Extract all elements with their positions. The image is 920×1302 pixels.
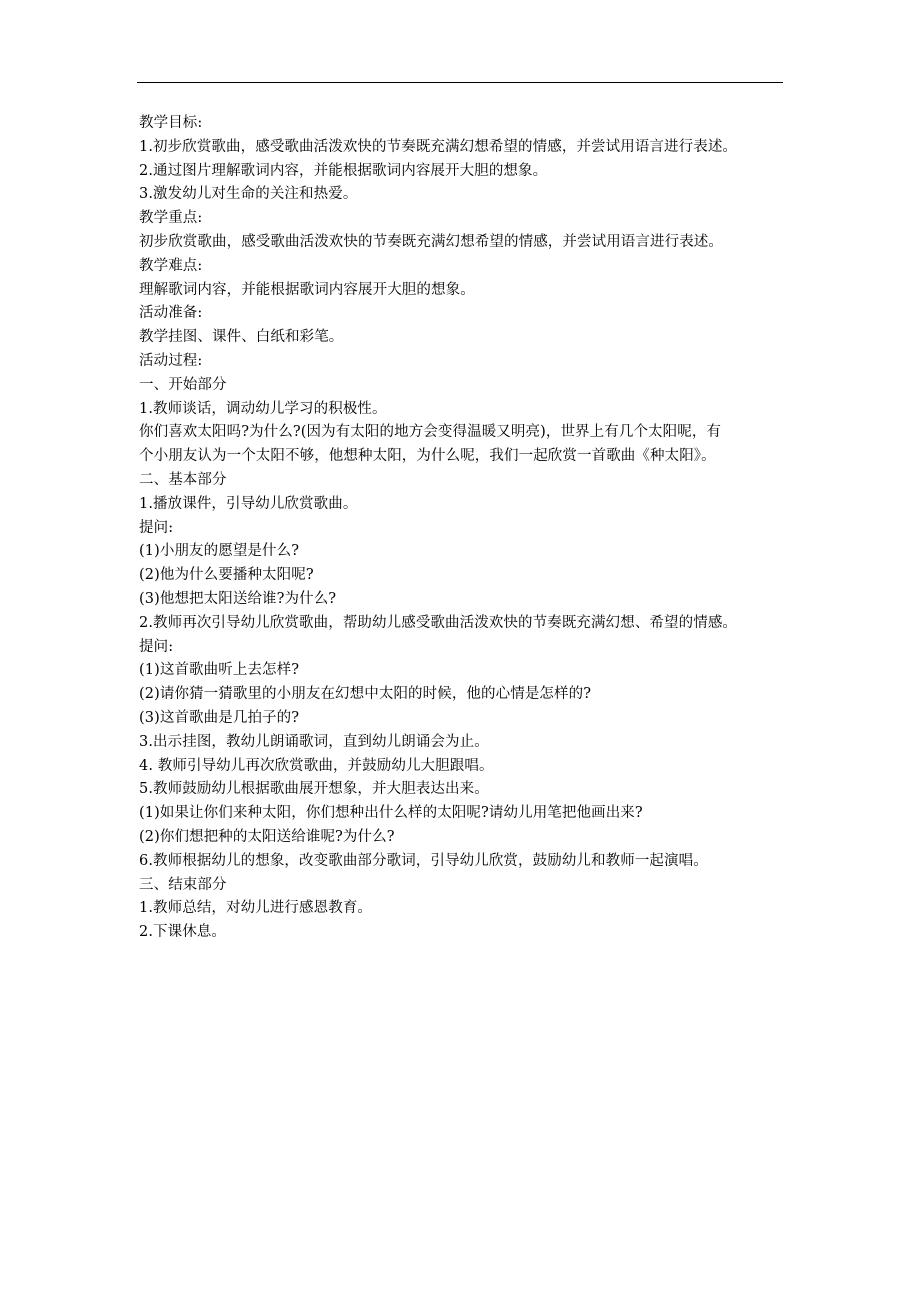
start-step-1: 1.教师谈话，调动幼儿学习的积极性。 <box>139 400 387 417</box>
basic-step-4: 4. 教师引导幼儿再次欣赏歌曲，并鼓励幼儿大胆跟唱。 <box>139 757 494 774</box>
header-rule <box>137 82 783 83</box>
basic-step-5: 5.教师鼓励幼儿根据歌曲展开想象，并大胆表达出来。 <box>139 781 489 798</box>
basic-step-3: 3.出示挂图，教幼儿朗诵歌词，直到幼儿朗诵会为止。 <box>139 733 489 750</box>
basic-step-2: 2.教师再次引导幼儿欣赏歌曲，帮助幼儿感受歌曲活泼欢快的节奏既充满幻想、希望的情感。 <box>139 614 738 631</box>
end-step-2: 2.下课休息。 <box>139 924 227 941</box>
questions-label-2: 提问: <box>139 638 174 655</box>
question-2-3: (3)这首歌曲是几拍子的? <box>139 709 300 726</box>
goal-item-2: 2.通过图片理解歌词内容，并能根据歌词内容展开大胆的想象。 <box>139 162 548 179</box>
question-5-1: (1)如果让你们来种太阳，你们想种出什么样的太阳呢?请幼儿用笔把他画出来? <box>139 805 643 822</box>
end-step-1: 1.教师总结，对幼儿进行感恩教育。 <box>139 900 373 917</box>
key-points-text: 初步欣赏歌曲，感受歌曲活泼欢快的节奏既充满幻想希望的情感，并尝试用语言进行表述。 <box>139 233 723 250</box>
lesson-plan-body <box>139 112 799 945</box>
start-step-1-text-b: 个小朋友认为一个太阳不够，他想种太阳，为什么呢，我们一起欣赏一首歌曲《种太阳》。 <box>139 448 716 465</box>
preparation-text: 教学挂图、课件、白纸和彩笔。 <box>139 329 344 346</box>
section-start: 一、开始部分 <box>139 376 227 393</box>
basic-step-6: 6.教师根据幼儿的想象，改变歌曲部分歌词，引导幼儿欣赏，鼓励幼儿和教师一起演唱。 <box>139 852 708 869</box>
difficulties-text: 理解歌词内容，并能根据歌词内容展开大胆的想象。 <box>139 281 475 298</box>
heading-key-points: 教学重点: <box>139 210 203 227</box>
question-2-1: (1)这首歌曲听上去怎样? <box>139 662 300 679</box>
question-5-2: (2)你们想把种的太阳送给谁呢?为什么? <box>139 828 395 845</box>
question-1-2: (2)他为什么要播种太阳呢? <box>139 567 314 584</box>
question-1-1: (1)小朋友的愿望是什么? <box>139 543 300 560</box>
goal-item-1: 1.初步欣赏歌曲，感受歌曲活泼欢快的节奏既充满幻想希望的情感，并尝试用语言进行表述。 <box>139 138 738 155</box>
section-end: 三、结束部分 <box>139 876 227 893</box>
question-2-2: (2)请你猜一猜歌里的小朋友在幻想中太阳的时候，他的心情是怎样的? <box>139 686 592 703</box>
heading-preparation: 活动准备: <box>139 305 203 322</box>
heading-teaching-goals: 教学目标: <box>139 115 203 131</box>
question-1-3: (3)他想把太阳送给谁?为什么? <box>139 590 337 607</box>
start-step-1-text-a: 你们喜欢太阳吗?为什么?(因为有太阳的地方会变得温暖又明亮)，世界上有几个太阳呢，有 <box>139 424 722 441</box>
basic-step-1: 1.播放课件，引导幼儿欣赏歌曲。 <box>139 495 358 512</box>
section-basic: 二、基本部分 <box>139 471 227 488</box>
goal-item-3: 3.激发幼儿对生命的关注和热爱。 <box>139 186 358 203</box>
heading-process: 活动过程: <box>139 352 203 369</box>
heading-difficulties: 教学难点: <box>139 257 203 274</box>
questions-label-1: 提问: <box>139 519 174 536</box>
